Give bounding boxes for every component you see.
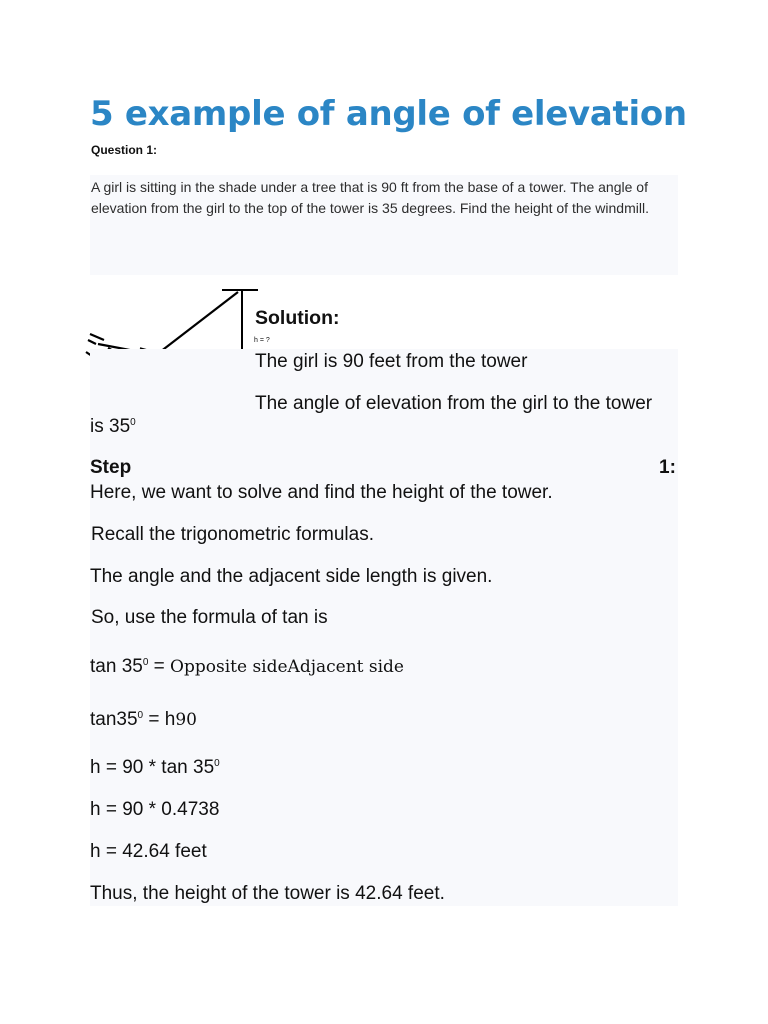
angle-value-text: is 35 bbox=[90, 416, 131, 437]
degree-sup: 0 bbox=[142, 657, 149, 668]
formula1-equals: = bbox=[148, 656, 171, 677]
step-number: 1: bbox=[659, 457, 676, 478]
question-label: Question 1: bbox=[91, 143, 158, 157]
solution-line-given: The angle and the adjacent side length is given. bbox=[90, 566, 493, 587]
line-of-sight bbox=[160, 292, 238, 352]
question-box bbox=[90, 175, 678, 275]
degree-sup: 0 bbox=[137, 710, 144, 721]
conclusion-line: Thus, the height of the tower is 42.64 feet. bbox=[90, 883, 445, 904]
formula-tan-h bbox=[90, 709, 197, 731]
solution-line-angle: The angle of elevation from the girl to the tower bbox=[255, 393, 653, 414]
formula-h-equation bbox=[90, 757, 220, 779]
step-label: Step bbox=[90, 457, 132, 478]
calc-line-1: h = 90 * 0.4738 bbox=[90, 799, 220, 820]
calc-line-2: h = 42.64 feet bbox=[90, 841, 207, 862]
solution-line-goal: Here, we want to solve and find the height of the tower. bbox=[90, 482, 553, 503]
formula1-prefix: tan 35 bbox=[90, 656, 143, 677]
formula1-math: Opposite sideAdjacent side bbox=[170, 657, 404, 677]
formula-tan-ratio bbox=[90, 656, 404, 678]
solution-line-angle-value bbox=[90, 416, 136, 438]
formula2-math: 90 bbox=[175, 710, 197, 730]
formula2-prefix: tan35 bbox=[90, 709, 138, 730]
formula2-equals: = h bbox=[143, 709, 176, 730]
degree-sup: 0 bbox=[214, 758, 220, 769]
solution-line-recall: Recall the trigonometric formulas. bbox=[91, 524, 374, 545]
solution-line-formula-intro: So, use the formula of tan is bbox=[91, 607, 328, 628]
degree-sup: 0 bbox=[130, 417, 136, 428]
page-title: 5 example of angle of elevation bbox=[90, 94, 687, 134]
solution-line-distance: The girl is 90 feet from the tower bbox=[255, 351, 528, 372]
formula3-text: h = 90 * tan 35 bbox=[90, 757, 215, 778]
height-label: h = ? bbox=[254, 337, 270, 344]
question-text: A girl is sitting in the shade under a tree that is 90 ft from the base of a tower. The angle of elevation from the girl to the top of the tower is 35 degrees. Find the height of the windmill. bbox=[91, 179, 649, 216]
solution-heading: Solution: bbox=[255, 307, 340, 329]
